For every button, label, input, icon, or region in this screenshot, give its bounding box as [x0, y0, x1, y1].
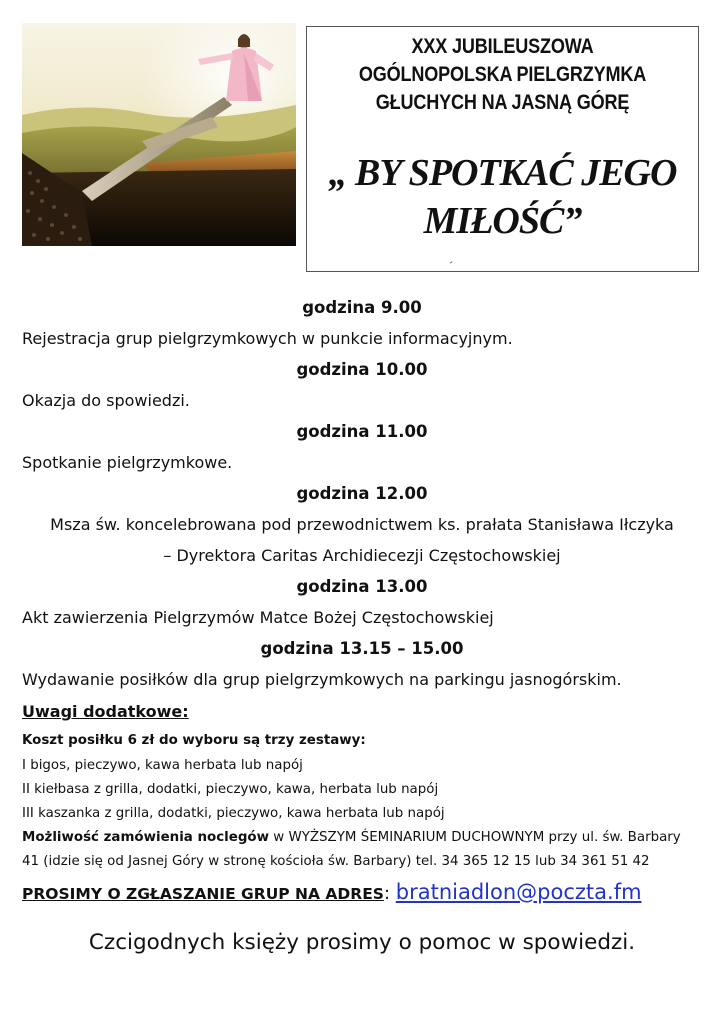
schedule-time: godzina 12.00 [296, 484, 428, 503]
appeal-text: PROSIMY O ZGŁASZANIE GRUP NA ADRES [22, 885, 384, 903]
meal-set: II kiełbasa z grilla, dodatki, pieczywo, kawa, herbata lub napój [22, 782, 439, 797]
meal-cost [22, 733, 366, 748]
lodging-info [22, 830, 681, 845]
lodging-info-line2: 41 (idzie się od Jasnej Góry w stronę kościoła św. Barbary) tel. 34 365 12 15 lub 34 361 51 42 [22, 854, 650, 869]
schedule-description: Rejestracja grup pielgrzymkowych w punkcie informacyjnym. [22, 329, 513, 348]
schedule-description: Akt zawierzenia Pielgrzymów Matce Bożej Częstochowskiej [22, 608, 494, 627]
registration-appeal [22, 880, 642, 904]
motto-line-2: MIŁOŚĆ” [423, 200, 582, 242]
schedule-time: godzina 13.00 [296, 577, 428, 596]
meal-set: I bigos, pieczywo, kawa herbata lub napój [22, 758, 303, 773]
schedule-time: godzina 13.15 – 15.00 [260, 639, 464, 658]
motto-line-1: „ BY SPOTKAĆ JEGO [328, 152, 677, 194]
schedule-time: godzina 9.00 [302, 298, 422, 317]
lodging-rest: w WYŻSZYM ŚEMINARIUM DUCHOWNYM przy ul. św. Barbary [268, 830, 681, 845]
stray-accent-mark: ´ [449, 259, 453, 273]
title-line-3: GŁUCHYCH NA JASNĄ GÓRĘ [375, 91, 630, 114]
schedule-description: – Dyrektora Caritas Archidiecezji Częstochowskiej [163, 546, 561, 565]
lodging-bold: Możliwość zamówienia noclegów [22, 830, 269, 845]
schedule-description: Okazja do spowiedzi. [22, 391, 190, 410]
schedule-description: Wydawanie posiłków dla grup pielgrzymkowych na parkingu jasnogórskim. [22, 670, 622, 689]
email-link[interactable]: bratniadlon@poczta.fm [395, 880, 642, 904]
jesus-cross-icon [22, 23, 296, 246]
schedule-description: Spotkanie pielgrzymkowe. [22, 453, 233, 472]
notes-heading: Uwagi dodatkowe: [22, 702, 189, 721]
title-box [306, 26, 699, 272]
schedule-time: godzina 11.00 [296, 422, 428, 441]
appeal-colon: : [383, 883, 396, 904]
title-line-2: OGÓLNOPOLSKA PIELGRZYMKA [358, 63, 647, 86]
schedule-description: Msza św. koncelebrowana pod przewodnictwem ks. prałata Stanisława Iłczyka [50, 515, 674, 534]
schedule-time: godzina 10.00 [296, 360, 428, 379]
meal-set: III kaszanka z grilla, dodatki, pieczywo, kawa herbata lub napój [22, 806, 445, 821]
meal-cost-text: Koszt posiłku 6 zł do wyboru są trzy zestawy: [22, 733, 366, 748]
title-line-1: XXX JUBILEUSZOWA [411, 35, 594, 58]
header-illustration [22, 23, 296, 246]
closing-line: Czcigodnych księży prosimy o pomoc w spowiedzi. [88, 930, 636, 955]
